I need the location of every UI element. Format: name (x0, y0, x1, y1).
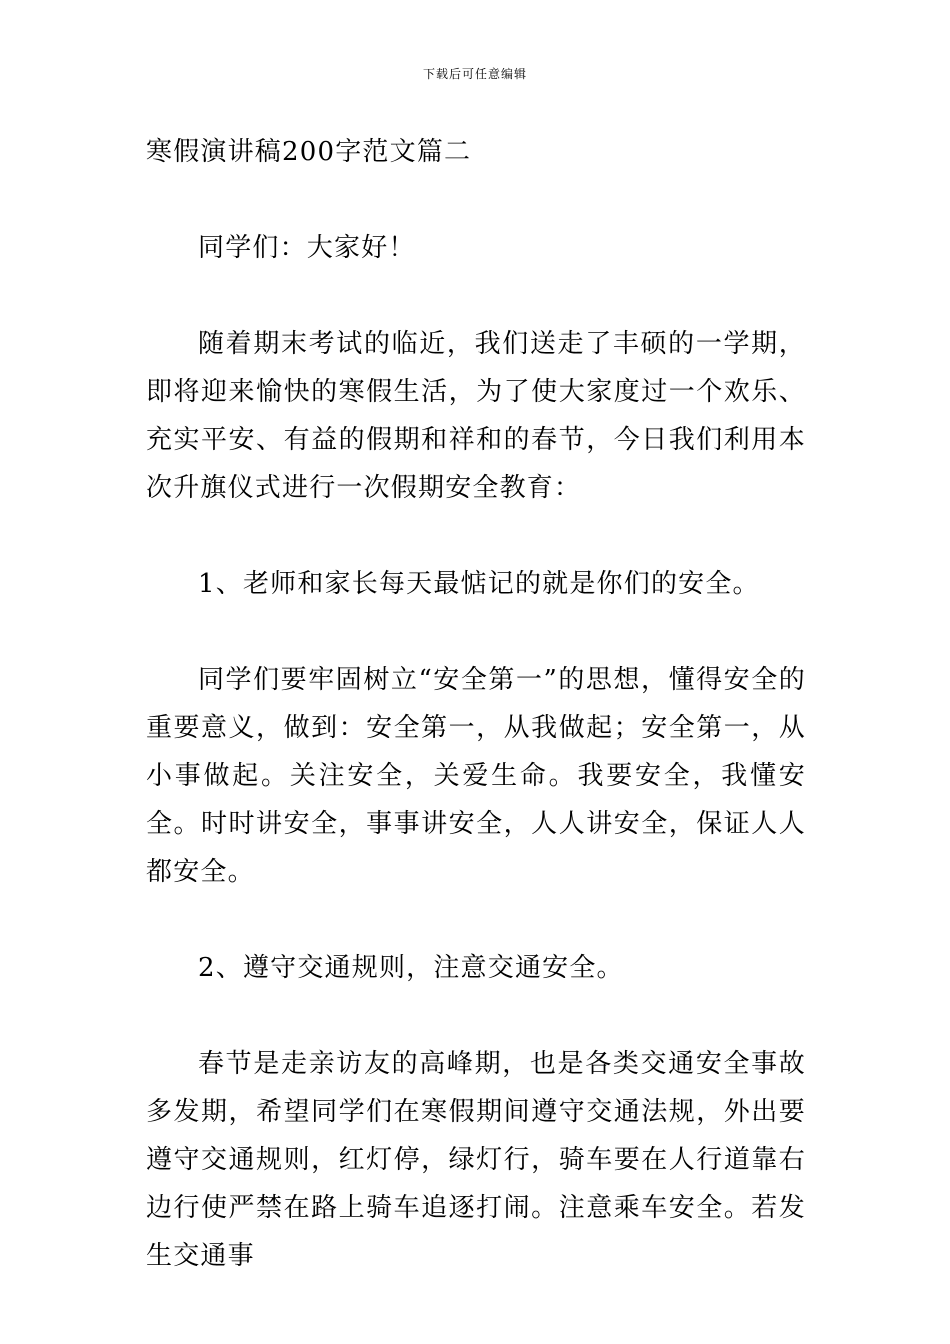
page-header: 下载后可任意编辑 (422, 67, 527, 81)
point-1-heading: 1、老师和家长每天最惦记的就是你们的安全。 (198, 569, 760, 599)
document-title: 寒假演讲稿200字范文篇二 (146, 137, 472, 167)
point-2-heading: 2、遵守交通规则，注意交通安全。 (198, 953, 624, 983)
greeting-paragraph: 同学们：大家好！ (198, 233, 416, 263)
document-body (146, 128, 806, 1280)
intro-paragraph: 随着期末考试的临近，我们送走了丰硕的一学期，即将迎来愉快的寒假生活，为了使大家度过一个欢乐、充实平安、有益的假期和祥和的春节，今日我们利用本次升旗仪式进行一次假期安全教育： (146, 329, 806, 503)
point-1-paragraph: 同学们要牢固树立“安全第一”的思想，懂得安全的重要意义，做到：安全第一，从我做起；安全第一，从小事做起。关注安全，关爱生命。我要安全，我懂安全。时时讲安全，事事讲安全，人人讲安全，保证人人都安全。 (146, 665, 806, 887)
point-2-paragraph: 春节是走亲访友的高峰期，也是各类交通安全事故多发期，希望同学们在寒假期间遵守交通法规，外出要遵守交通规则，红灯停，绿灯行，骑车要在人行道靠右边行使严禁在路上骑车追逐打闹。注意乘车安全。若发生交通事 (146, 1049, 806, 1271)
